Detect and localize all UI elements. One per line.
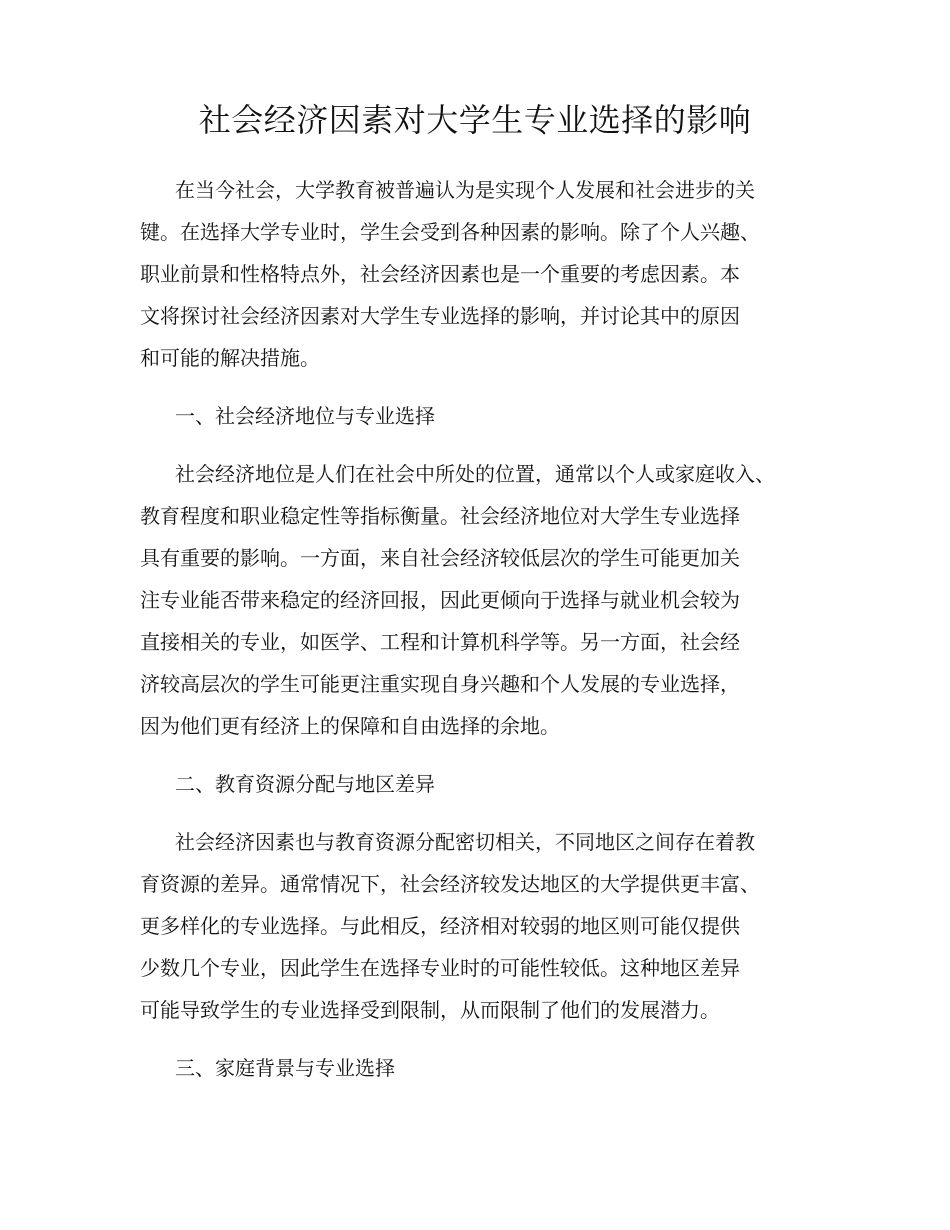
- paragraph-line: 注专业能否带来稳定的经济回报，因此更倾向于选择与就业机会较为: [140, 588, 740, 612]
- paragraph-line: 键。在选择大学专业时，学生会受到各种因素的影响。除了个人兴趣、: [140, 220, 760, 244]
- paragraph-line: 职业前景和性格特点外，社会经济因素也是一个重要的考虑因素。本: [140, 262, 740, 286]
- paragraph-line: 社会经济因素也与教育资源分配密切相关，不同地区之间存在着教: [175, 830, 755, 854]
- paragraph-line: 少数几个专业，因此学生在选择专业时的可能性较低。这种地区差异: [140, 956, 740, 980]
- paragraph-line: 因为他们更有经济上的保障和自由选择的余地。: [140, 714, 560, 738]
- paragraph-line: 更多样化的专业选择。与此相反，经济相对较弱的地区则可能仅提供: [140, 914, 740, 938]
- paragraph-line: 和可能的解决措施。: [140, 346, 320, 370]
- paragraph-line: 济较高层次的学生可能更注重实现自身兴趣和个人发展的专业选择，: [140, 672, 740, 696]
- section-heading: 一、社会经济地位与专业选择: [175, 404, 435, 428]
- paragraph-line: 教育程度和职业稳定性等指标衡量。社会经济地位对大学生专业选择: [140, 504, 740, 528]
- paragraph-line: 直接相关的专业，如医学、工程和计算机科学等。另一方面，社会经: [140, 630, 740, 654]
- section-heading: 二、教育资源分配与地区差异: [175, 772, 435, 796]
- paragraph-line: 文将探讨社会经济因素对大学生专业选择的影响，并讨论其中的原因: [140, 304, 740, 328]
- paragraph-line: 可能导致学生的专业选择受到限制，从而限制了他们的发展潜力。: [140, 998, 720, 1022]
- paragraph-line: 在当今社会，大学教育被普遍认为是实现个人发展和社会进步的关: [175, 178, 755, 202]
- paragraph-line: 具有重要的影响。一方面，来自社会经济较低层次的学生可能更加关: [140, 546, 740, 570]
- paragraph-line: 育资源的差异。通常情况下，社会经济较发达地区的大学提供更丰富、: [140, 872, 760, 896]
- section-heading: 三、家庭背景与专业选择: [175, 1056, 395, 1080]
- paragraph-line: 社会经济地位是人们在社会中所处的位置，通常以个人或家庭收入、: [175, 462, 775, 486]
- document-title: 社会经济因素对大学生专业选择的影响: [198, 101, 752, 139]
